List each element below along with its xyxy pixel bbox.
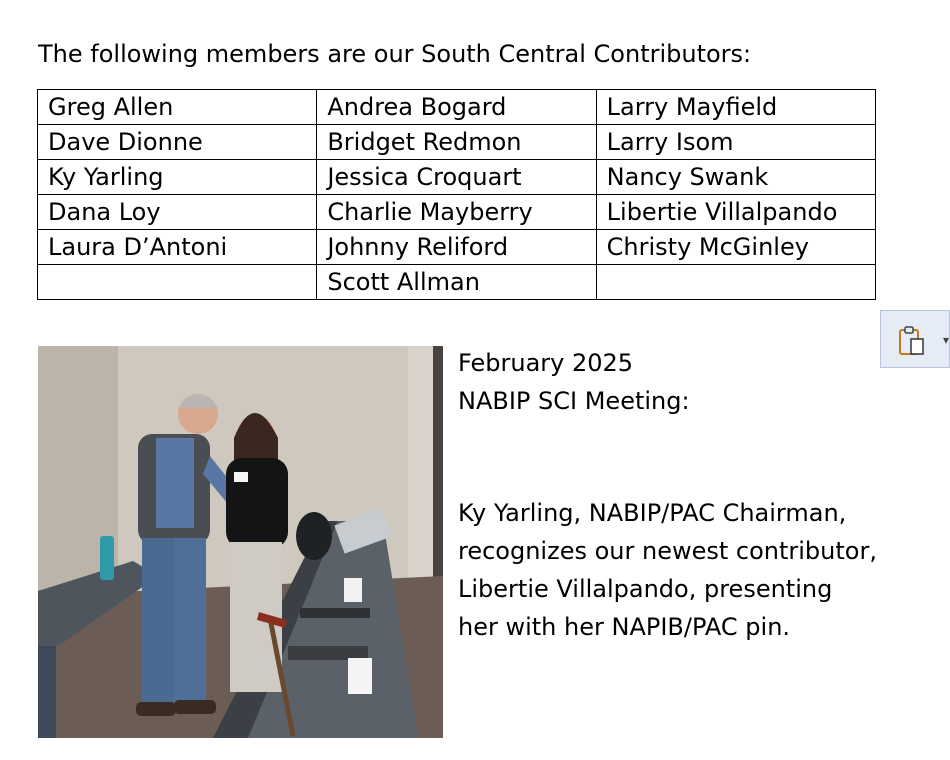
paste-options-button[interactable] — [880, 310, 950, 368]
table-row — [38, 90, 876, 125]
table-cell: Larry Mayfield — [596, 90, 875, 125]
meeting-photo[interactable] — [38, 346, 443, 738]
table-cell: Christy McGinley — [596, 230, 875, 265]
table-cell: Nancy Swank — [596, 160, 875, 195]
table-row — [38, 195, 876, 230]
caption-date: February 2025 — [458, 349, 634, 377]
photo-caption — [458, 344, 878, 646]
table-cell: Laura D’Antoni — [38, 230, 317, 265]
table-row — [38, 125, 876, 160]
clipboard-icon — [897, 325, 927, 357]
caption-body: Ky Yarling, NABIP/PAC Chairman, recognizes our newest contributor, Libertie Villalpando, presenting her with her NAPIB/PAC pin. — [458, 499, 877, 641]
table-cell — [596, 265, 875, 300]
table-cell: Scott Allman — [317, 265, 596, 300]
table-cell: Jessica Croquart — [317, 160, 596, 195]
table-cell: Libertie Villalpando — [596, 195, 875, 230]
table-cell: Johnny Reliford — [317, 230, 596, 265]
table-row — [38, 265, 876, 300]
table-cell: Ky Yarling — [38, 160, 317, 195]
table-cell: Bridget Redmon — [317, 125, 596, 160]
table-cell — [38, 265, 317, 300]
table-cell: Greg Allen — [38, 90, 317, 125]
table-cell: Andrea Bogard — [317, 90, 596, 125]
caption-spacer — [458, 420, 878, 494]
caption-event: NABIP SCI Meeting: — [458, 387, 690, 415]
table-cell: Charlie Mayberry — [317, 195, 596, 230]
table-row — [38, 230, 876, 265]
chevron-down-icon: ▾ — [943, 333, 950, 347]
photo-illustration — [38, 346, 443, 738]
table-cell: Dave Dionne — [38, 125, 317, 160]
intro-text: The following members are our South Central Contributors: — [38, 40, 752, 68]
contributors-table — [37, 89, 876, 300]
table-cell: Larry Isom — [596, 125, 875, 160]
table-row — [38, 160, 876, 195]
table-cell: Dana Loy — [38, 195, 317, 230]
